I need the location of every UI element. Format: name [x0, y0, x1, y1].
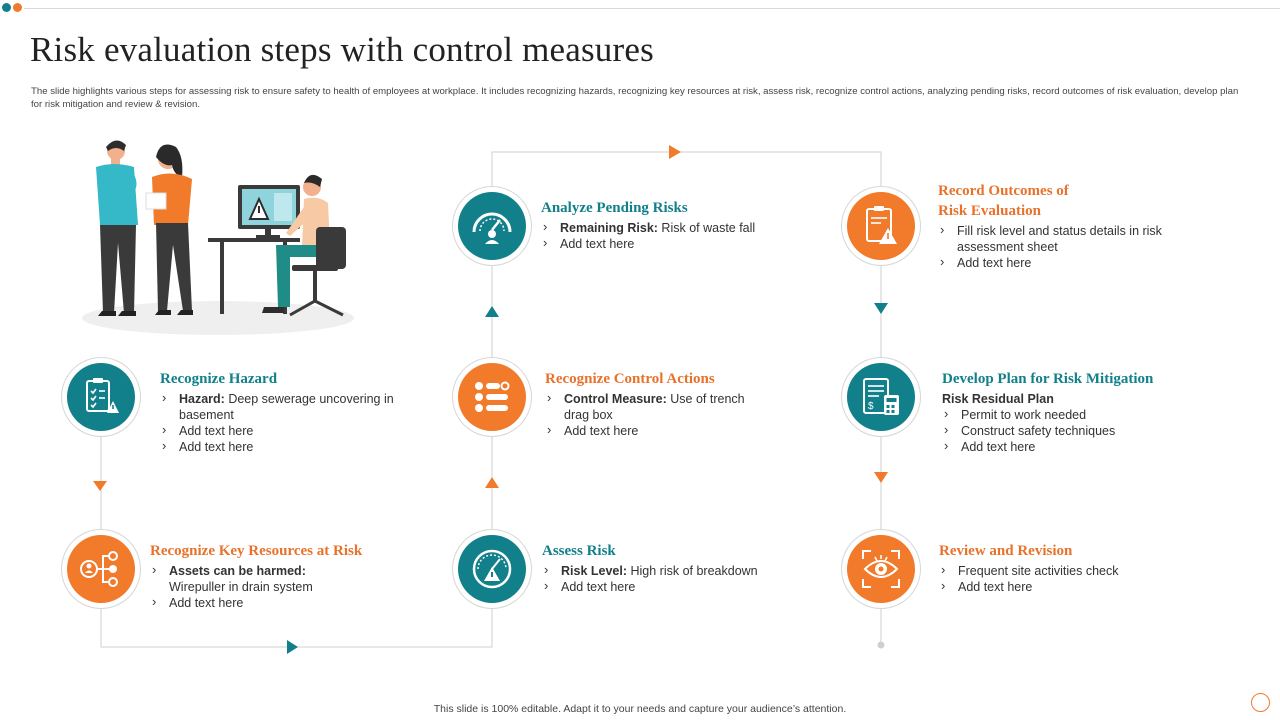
step-title-line1: Record Outcomes of: [938, 183, 1069, 199]
step-title: Assess Risk: [542, 543, 616, 559]
list-item: › Remaining Risk: Risk of waste fall: [541, 220, 811, 236]
clipboard-warning-icon: [67, 363, 135, 431]
list-item: › Control Measure: Use of trench drag box: [545, 391, 764, 423]
list-item: › Add text here: [150, 595, 420, 611]
step-title: Review and Revision: [939, 543, 1073, 559]
step-title: Recognize Hazard: [160, 371, 278, 387]
list-item: › Risk Level: High risk of breakdown: [542, 563, 812, 579]
resource-network-icon: [67, 535, 135, 603]
step-title: Analyze Pending Risks: [541, 200, 688, 216]
list-item: › Frequent site activities check: [939, 563, 1209, 579]
page-subtitle: The slide highlights various steps for assessing risk to ensure safety to health of employees at workplace. It includes recognizing hazards, recognizing key resources at risk, assess risk, recognize control actions, analyzing pending risks, record outcomes of risk evaluation, develop plan for risk mitigation and review & revision.: [31, 86, 1239, 110]
footer-note: This slide is 100% editable. Adapt it to your needs and capture your audience’s attention.: [433, 703, 847, 715]
list-item: › Add text here: [545, 423, 785, 439]
speedometer-icon: [458, 192, 526, 260]
step-bullets: [150, 563, 420, 611]
arrow-down-icon: [874, 303, 888, 314]
step-pending-risks: [541, 198, 811, 252]
list-item: › Construct safety techniques: [942, 423, 1242, 439]
list-item: › Add text here: [942, 439, 1242, 455]
step-bullets: [939, 563, 1209, 595]
risk-gauge-icon: [458, 535, 526, 603]
list-item: › Add text here: [160, 439, 420, 455]
arrow-up-icon: [485, 477, 499, 488]
step-control-actions: [545, 369, 785, 439]
step-title-line2: Risk Evaluation: [938, 203, 1041, 219]
step-title: Develop Plan for Risk Mitigation: [942, 371, 1154, 387]
list-item: › Hazard: Deep sewerage uncovering in basement: [160, 391, 420, 423]
step-bullets: [942, 407, 1242, 455]
people-at-workstation-illustration: [78, 135, 363, 340]
step-recognize-hazard: [160, 369, 420, 455]
eye-scan-icon: [847, 535, 915, 603]
step-record-outcomes: [938, 181, 1198, 271]
slide-ring-icon: [1251, 693, 1270, 712]
step-bullets: [542, 563, 812, 595]
arrow-up-icon: [485, 306, 499, 317]
list-item: › Add text here: [160, 423, 420, 439]
step-develop-plan: [942, 369, 1242, 455]
step-bullets: [160, 391, 420, 455]
list-item: › Fill risk level and status details in risk assessment sheet: [938, 223, 1197, 255]
step-title: Recognize Key Resources at Risk: [150, 543, 363, 559]
step-review: [939, 541, 1209, 595]
step-title: Recognize Control Actions: [545, 371, 715, 387]
step-assess-risk: [542, 541, 812, 595]
list-item: › Assets can be harmed: Wirepuller in drain system: [150, 563, 339, 595]
arrow-right-icon: [287, 640, 298, 654]
step-key-resources: [150, 541, 420, 611]
end-point-icon: [878, 642, 885, 649]
page-title: Risk evaluation steps with control measures: [30, 30, 654, 69]
step-subheading: Risk Residual Plan: [942, 392, 1054, 406]
arrow-down-icon: [874, 472, 888, 483]
budget-plan-icon: [847, 363, 915, 431]
step-bullets: [541, 220, 811, 252]
svg-text:$: $: [868, 401, 874, 412]
list-item: › Add text here: [541, 236, 811, 252]
list-item: › Add text here: [939, 579, 1209, 595]
checklist-icon: [458, 363, 526, 431]
report-warning-icon: [847, 192, 915, 260]
list-item: › Permit to work needed: [942, 407, 1242, 423]
step-bullets: [545, 391, 785, 439]
arrow-down-icon: [93, 481, 107, 491]
list-item: › Add text here: [938, 255, 1198, 271]
arrow-right-icon: [669, 145, 681, 159]
step-bullets: [938, 223, 1198, 271]
list-item: › Add text here: [542, 579, 812, 595]
